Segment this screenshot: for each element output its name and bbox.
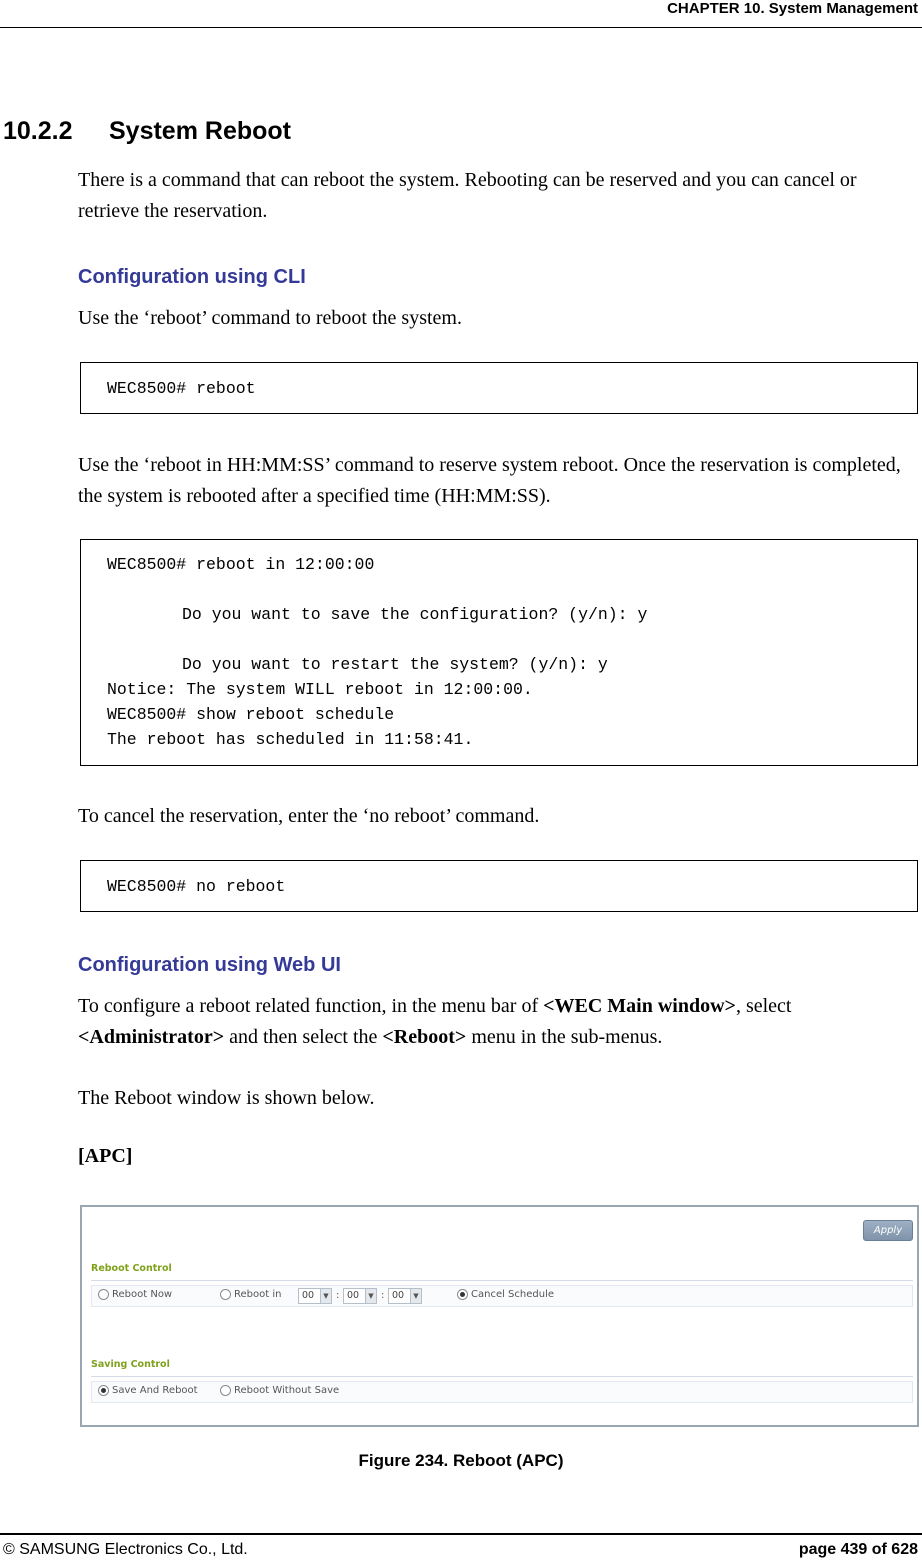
minute-select[interactable] [343, 1288, 377, 1304]
apply-button[interactable]: Apply [863, 1220, 913, 1241]
cancel-schedule-option[interactable] [457, 1289, 554, 1300]
time-separator: : [381, 1290, 385, 1301]
cancel-schedule-label: Cancel Schedule [471, 1289, 555, 1300]
reboot-without-save-option[interactable] [220, 1385, 339, 1396]
footer-page-number: page 439 of 628 [798, 1541, 918, 1558]
code-line: Do you want to save the configuration? (y/n): y [182, 605, 648, 624]
hour-select[interactable] [298, 1288, 332, 1304]
reboot-in-label: Reboot in [234, 1289, 282, 1300]
divider [91, 1280, 913, 1281]
second-select[interactable] [388, 1288, 422, 1304]
menu-ref-administrator: <Administrator> [78, 1026, 225, 1048]
section-title-text: System Reboot [109, 117, 291, 145]
webui-paragraph-2: The Reboot window is shown below. [78, 1087, 375, 1109]
second-value: 00 [392, 1290, 405, 1301]
save-and-reboot-label: Save And Reboot [112, 1385, 198, 1396]
figure-caption: Figure 234. Reboot (APC) [358, 1451, 564, 1470]
code-block-reboot [80, 362, 918, 414]
time-separator: : [336, 1290, 340, 1301]
menu-ref-main-window: <WEC Main window> [543, 995, 736, 1017]
section-number: 10.2.2 [3, 117, 73, 145]
chapter-header: CHAPTER 10. System Management [667, 0, 918, 17]
cancel-schedule-radio[interactable] [457, 1289, 468, 1300]
text-span: , select [735, 995, 792, 1017]
cli-paragraph-2: Use the ‘reboot in HH:MM:SS’ command to reserve system reboot. Once the reservation is completed, the system is rebooted after a specified time (HH:MM:SS). [78, 454, 901, 507]
code-line: WEC8500# no reboot [107, 877, 286, 896]
code-line: Notice: The system WILL reboot in 12:00:00. [107, 680, 533, 699]
reboot-in-option[interactable] [220, 1289, 281, 1300]
cli-paragraph-1: Use the ‘reboot’ command to reboot the system. [78, 307, 462, 329]
code-line [107, 627, 917, 652]
save-and-reboot-option[interactable] [98, 1385, 198, 1396]
header-rule [0, 27, 922, 28]
code-line: WEC8500# show reboot schedule [107, 705, 395, 724]
reboot-without-save-label: Reboot Without Save [234, 1385, 340, 1396]
code-block-reboot-in [80, 539, 918, 766]
intro-paragraph: There is a command that can reboot the system. Rebooting can be reserved and you can cancel or retrieve the reservation. [78, 169, 857, 222]
footer-rule [0, 1533, 922, 1535]
code-line: WEC8500# reboot in 12:00:00 [107, 555, 375, 574]
cli-heading: Configuration using CLI [78, 266, 306, 288]
text-span: and then select the [224, 1026, 383, 1048]
reboot-now-label: Reboot Now [112, 1289, 173, 1300]
code-line [107, 577, 917, 602]
reboot-without-save-radio[interactable] [220, 1385, 231, 1396]
menu-ref-reboot: <Reboot> [382, 1026, 467, 1048]
chevron-down-icon: ▼ [320, 1289, 331, 1303]
text-span: menu in the sub-menus. [466, 1026, 663, 1048]
divider [91, 1376, 913, 1377]
code-line: Do you want to restart the system? (y/n): y [182, 655, 608, 674]
reboot-in-radio[interactable] [220, 1289, 231, 1300]
minute-value: 00 [347, 1290, 360, 1301]
footer-copyright: © SAMSUNG Electronics Co., Ltd. [3, 1541, 248, 1558]
webui-heading: Configuration using Web UI [78, 954, 341, 976]
code-line: WEC8500# reboot [107, 379, 256, 398]
chevron-down-icon: ▼ [365, 1289, 376, 1303]
save-and-reboot-radio[interactable] [98, 1385, 109, 1396]
webui-paragraph-1 [78, 991, 918, 1053]
reboot-now-option[interactable] [98, 1289, 172, 1300]
cli-paragraph-3: To cancel the reservation, enter the ‘no reboot’ command. [78, 805, 540, 827]
chevron-down-icon: ▼ [410, 1289, 421, 1303]
code-line: The reboot has scheduled in 11:58:41. [107, 730, 474, 749]
hour-value: 00 [302, 1290, 315, 1301]
reboot-control-row [91, 1285, 913, 1307]
text-span: To configure a reboot related function, in the menu bar of [78, 995, 544, 1017]
reboot-now-radio[interactable] [98, 1289, 109, 1300]
apc-label: [APC] [78, 1145, 133, 1167]
code-block-no-reboot [80, 860, 918, 912]
saving-control-row [91, 1381, 913, 1403]
section-title [3, 117, 291, 146]
saving-control-heading: Saving Control [91, 1359, 170, 1370]
reboot-control-heading: Reboot Control [91, 1263, 172, 1274]
reboot-window-figure [80, 1205, 919, 1427]
